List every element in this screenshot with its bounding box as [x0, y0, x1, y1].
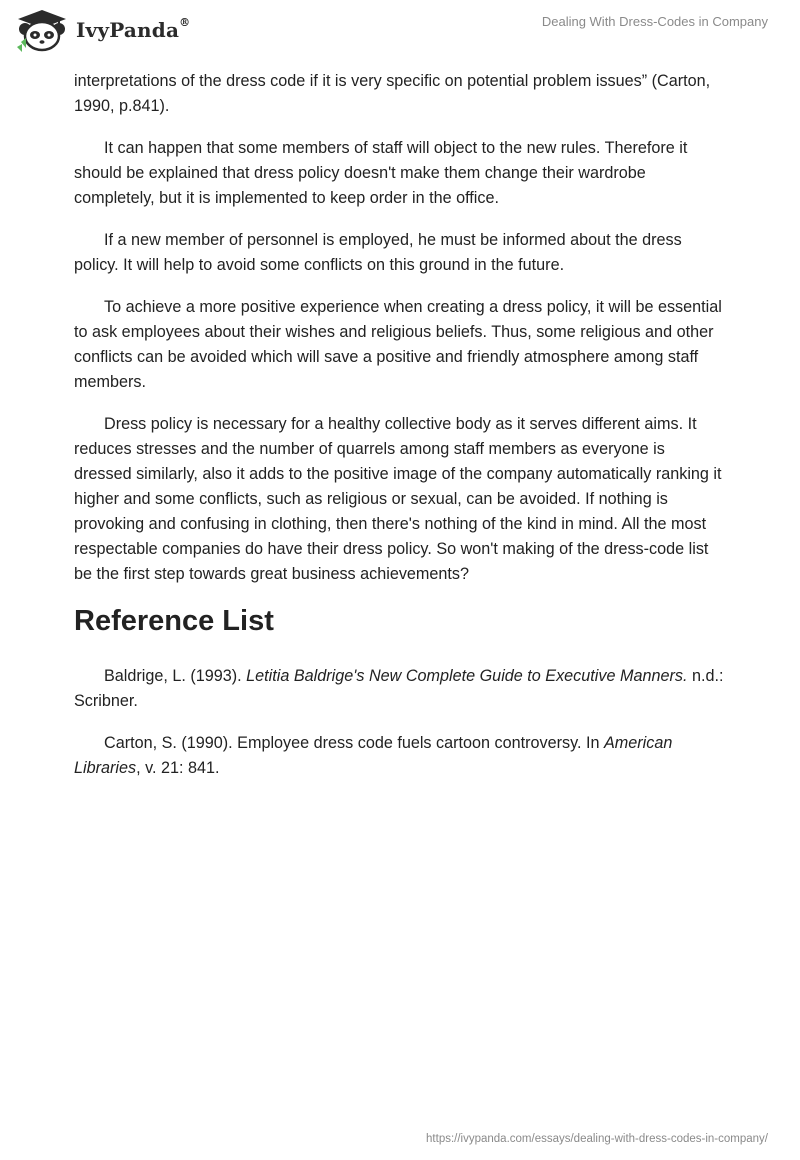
source-url[interactable]: https://ivypanda.com/essays/dealing-with-dress-codes-in-company/ [426, 1133, 768, 1145]
reference-list-heading: Reference List [74, 605, 274, 637]
document-title: Dealing With Dress-Codes in Company [541, 14, 768, 29]
essay-content [74, 69, 726, 798]
paragraph-new-personnel: If a new member of personnel is employed, he must be informed about the dress policy. It will help to avoid some conflicts on this ground in the future. [74, 231, 682, 274]
paragraph-staff-objections: It can happen that some members of staff will object to the new rules. Therefore it should be explained that dress policy doesn't make them change their wardrobe completely, but it is implemented to keep order in the office. [74, 139, 688, 207]
ivypanda-logo[interactable] [14, 8, 190, 52]
paragraph-positive-experience: To achieve a more positive experience when creating a dress policy, it will be essential to ask employees about their wishes and religious beliefs. Thus, some religious and other conflicts can be avoided which will save a positive and friendly atmosphere among staff members. [74, 298, 722, 391]
reference-baldrige: Baldrige, L. (1993). Letitia Baldrige's New Complete Guide to Executive Manners. n.d.: Scribner. [74, 667, 724, 710]
brand-name: IvyPanda® [76, 16, 191, 42]
paragraph-conclusion: Dress policy is necessary for a healthy collective body as it serves different aims. It reduces stresses and the number of quarrels among staff members as everyone is dressed similarly, also it adds to the positive image of the company automatically ranking it higher and some conflicts, such as religious or sexual, can be avoided. If nothing is provoking and confusing in clothing, then there's nothing of the kind in mind. All the most respectable companies do have their dress policy. So won't making of the dress-code list be the first step towards great business achievements? [74, 415, 722, 583]
reference-carton: Carton, S. (1990). Employee dress code fuels cartoon controversy. In American Libraries, v. 21: 841. [74, 734, 673, 777]
page-header [0, 0, 800, 70]
panda-graduate-icon [14, 8, 70, 52]
paragraph-continued: interpretations of the dress code if it is very specific on potential problem issues” (Carton, 1990, p.841). [74, 72, 711, 115]
